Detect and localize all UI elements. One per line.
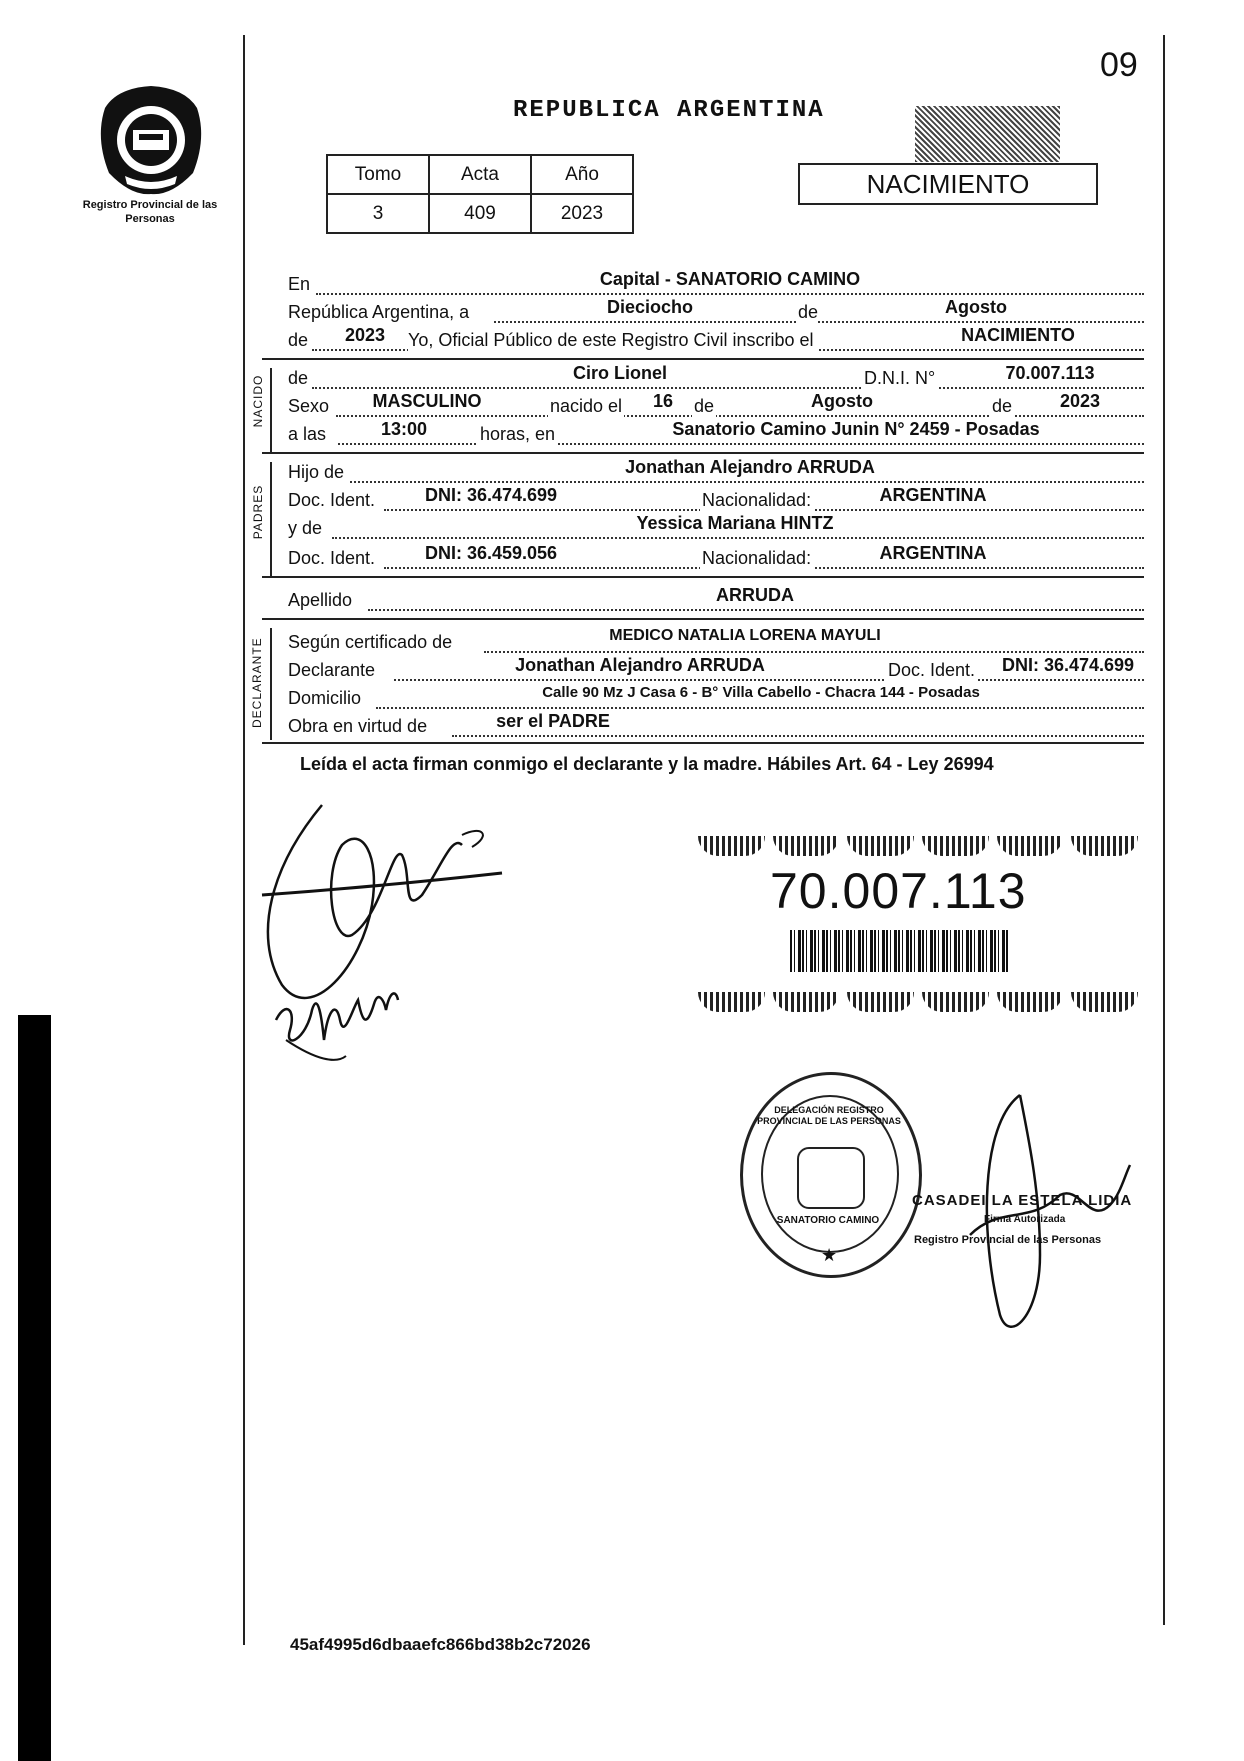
birth-de2: de <box>992 396 1013 416</box>
official-seal <box>740 1072 922 1278</box>
nacido-rule <box>262 452 1144 454</box>
cert-value: MEDICO NATALIA LORENA MAYULI <box>609 627 881 644</box>
security-seal <box>915 106 1060 162</box>
nacido-label: NACIDO <box>251 374 265 428</box>
apellido-line <box>368 609 1144 611</box>
time-line <box>338 443 1144 445</box>
decl-label: Declarante <box>288 660 376 680</box>
obra-line <box>452 735 1144 737</box>
scan-margin-bar <box>18 1015 51 1761</box>
birth-month: Agosto <box>811 391 873 411</box>
stamp-number: 70.007.113 <box>770 863 1027 919</box>
child-dni: 70.007.113 <box>1005 363 1095 383</box>
year-value: 2023 <box>344 325 386 345</box>
padres-label: PADRES <box>251 484 265 540</box>
decl-line <box>394 679 1144 681</box>
obra-value: ser el PADRE <box>496 711 610 731</box>
header-acta: Acta <box>429 155 531 194</box>
dni-label: D.N.I. N° <box>864 368 936 388</box>
decl-value: Jonathan Alejandro ARRUDA <box>515 655 765 675</box>
registry-name: Registro Provincial de las Personas <box>82 199 218 225</box>
declarante-label: DECLARANTE <box>250 637 264 728</box>
birth-place: Sanatorio Camino Junin N° 2459 - Posadas <box>672 419 1040 439</box>
official-name: CASADEI LA ESTELA LIDIA <box>912 1192 1133 1209</box>
father-nationality: ARGENTINA <box>879 485 987 505</box>
document-type-box <box>798 163 1098 205</box>
nacido-de-label: de <box>288 368 309 388</box>
sexo-value: MASCULINO <box>372 391 482 411</box>
seal-emblem <box>797 1147 865 1209</box>
year-prefix: de <box>288 330 309 350</box>
dom-label: Domicilio <box>288 688 362 708</box>
apellido-rule <box>262 618 1144 620</box>
alas-label: a las <box>288 424 327 444</box>
cert-line <box>484 651 1144 653</box>
page-number: 09 <box>1100 46 1138 84</box>
day-value: Dieciocho <box>606 297 694 317</box>
doc2-label: Doc. Ident. <box>288 548 376 568</box>
value-acta: 409 <box>429 194 531 233</box>
official-office: Registro Provincial de las Personas <box>914 1234 1102 1246</box>
horas-label: horas, en <box>480 424 556 444</box>
seal-text: DELEGACIÓN REGISTRO PROVINCIAL DE LAS PERSONAS <box>757 1105 901 1126</box>
mother-nationality: ARGENTINA <box>879 543 987 563</box>
padres-bar <box>270 462 272 576</box>
birth-time: 13:00 <box>380 419 428 439</box>
intro-rule <box>262 358 1144 360</box>
apellido-value: ARRUDA <box>716 585 794 605</box>
declarante-rule <box>262 742 1144 744</box>
header-tomo: Tomo <box>327 155 429 194</box>
stamp-wave-bottom <box>698 992 1138 1012</box>
mother-name: Yessica Mariana HINTZ <box>636 513 834 533</box>
de-label: de <box>798 302 819 322</box>
country-title: REPUBLICA ARGENTINA <box>513 97 825 124</box>
nacido-bar <box>270 368 272 454</box>
provincial-shield-icon <box>95 78 207 196</box>
yde-label: y de <box>288 518 323 538</box>
document-hash: 45af4995d6dbaaefc866bd38b2c72026 <box>290 1635 591 1654</box>
hijo-label: Hijo de <box>288 462 345 482</box>
decl-doc-value: DNI: 36.474.699 <box>1001 655 1135 675</box>
apellido-label: Apellido <box>288 590 353 610</box>
en-label: En <box>288 274 311 294</box>
left-margin-line <box>243 35 245 1645</box>
act-value: NACIMIENTO <box>961 325 1075 345</box>
official-role: Firma Autorizada <box>984 1214 1066 1225</box>
seal-star-icon: ★ <box>821 1245 838 1265</box>
dom-line <box>376 707 1144 709</box>
closing-text: Leída el acta firman conmigo el declarante y la madre. Hábiles Art. 64 - Ley 26994 <box>300 754 994 774</box>
republica-label: República Argentina, a <box>288 302 470 322</box>
father-name: Jonathan Alejandro ARRUDA <box>625 457 875 477</box>
birth-year: 2023 <box>1059 391 1101 411</box>
dom-value: Calle 90 Mz J Casa 6 - B° Villa Cabello - Chacra 144 - Posadas <box>542 684 980 701</box>
sexo-line <box>336 415 1144 417</box>
doc1-label: Doc. Ident. <box>288 490 376 510</box>
father-dni: DNI: 36.474.699 <box>424 485 558 505</box>
birth-day: 16 <box>652 391 674 411</box>
officer-text: Yo, Oficial Público de este Registro Civil inscribo el <box>408 330 818 351</box>
registry-logo <box>95 78 207 196</box>
republica-line <box>494 321 1144 323</box>
mother-line <box>332 537 1144 539</box>
name-line <box>312 387 1144 389</box>
nac1-label: Nacionalidad: <box>702 490 812 510</box>
child-name: Ciro Lionel <box>573 363 667 383</box>
right-margin-line <box>1163 35 1165 1625</box>
mother-dni: DNI: 36.459.056 <box>424 543 558 563</box>
stamp-wave-top <box>698 836 1138 856</box>
stamp-barcode <box>790 930 1008 972</box>
record-table <box>326 154 634 234</box>
nac2-label: Nacionalidad: <box>702 548 812 568</box>
en-value: Capital - SANATORIO CAMINO <box>599 269 861 289</box>
nacido-el-label: nacido el <box>550 396 623 416</box>
header-anio: Año <box>531 155 633 194</box>
father-line <box>350 481 1144 483</box>
month-value: Agosto <box>945 297 1007 317</box>
mother-signature <box>266 960 416 1070</box>
document-type: NACIMIENTO <box>866 168 1030 199</box>
value-anio: 2023 <box>531 194 633 233</box>
en-line <box>316 293 1144 295</box>
decl-doc-label: Doc. Ident. <box>888 660 976 680</box>
declarante-bar <box>270 628 272 740</box>
seal-inner-text: SANATORIO CAMINO <box>776 1215 880 1226</box>
cert-label: Según certificado de <box>288 632 453 652</box>
birth-de1: de <box>694 396 715 416</box>
value-tomo: 3 <box>327 194 429 233</box>
sexo-label: Sexo <box>288 396 330 416</box>
obra-label: Obra en virtud de <box>288 716 428 736</box>
padres-rule <box>262 576 1144 578</box>
